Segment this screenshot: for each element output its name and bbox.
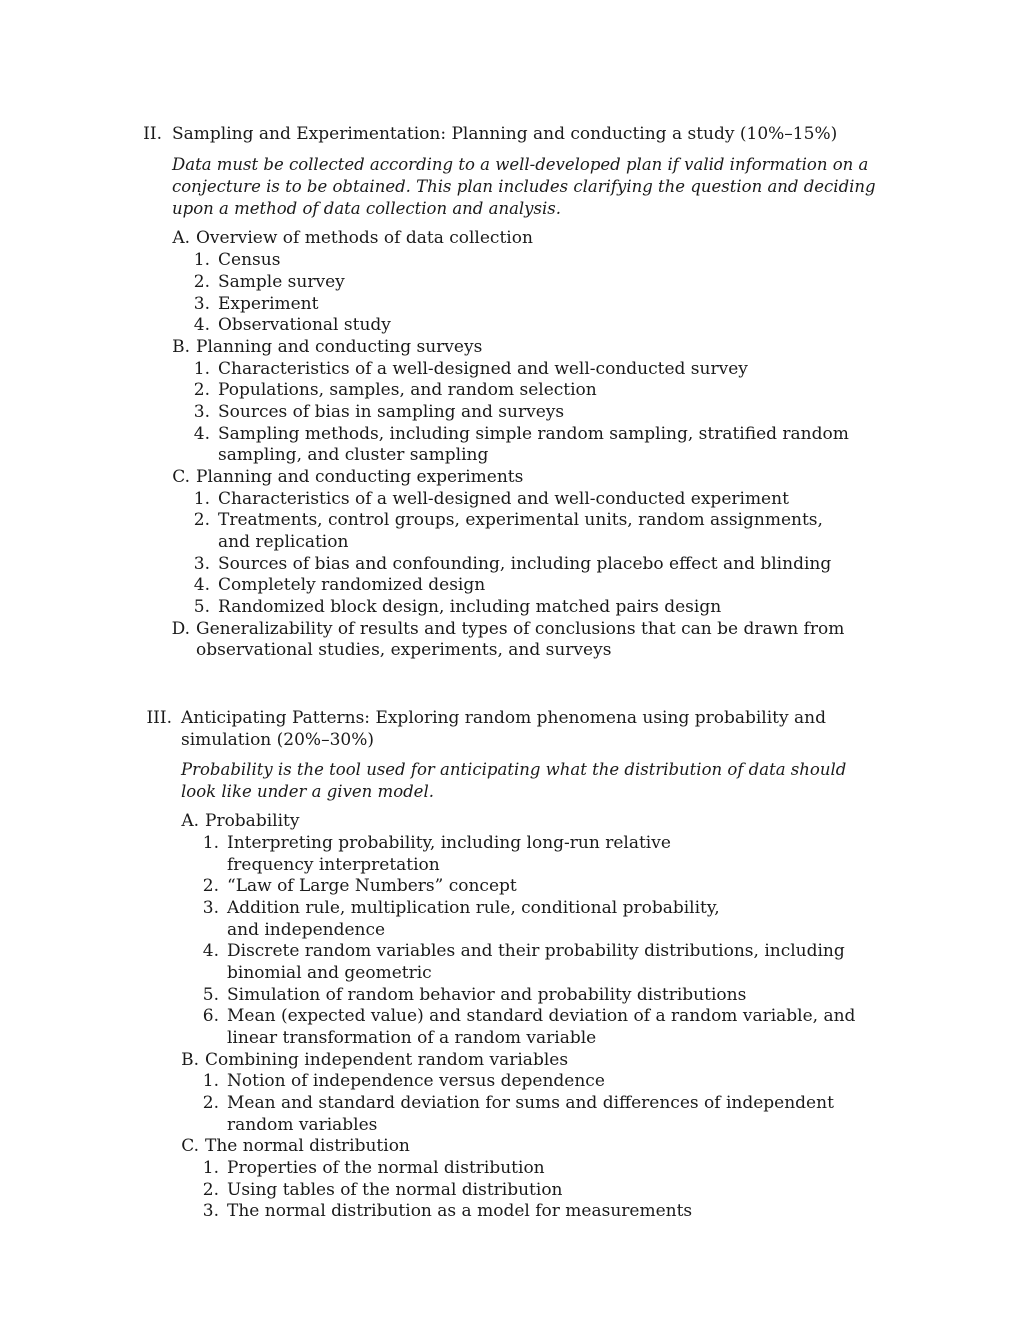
subsection-letter: A. [181,811,199,831]
item-number: 3. [193,554,210,574]
subsection-letter: A. [172,228,190,248]
item-text: Properties of the normal distribution [227,1158,545,1178]
subsection-title: Overview of methods of data collection [196,228,533,248]
section-title: Sampling and Experimentation: Planning and conducting a study (10%–15%) [172,124,838,144]
subsection-letter: C. [172,467,190,487]
item-text: Notion of independence versus dependence [227,1071,605,1091]
section-intro [181,759,846,803]
intro-line: upon a method of data collection and analysis. [172,199,561,218]
item-text: Experiment [218,294,319,314]
item-text: Sources of bias and confounding, including placebo effect and blinding [218,554,832,574]
item-number: 5. [193,597,210,617]
section-numeral: II. [143,124,162,144]
item-number: 2. [193,510,210,530]
item-text: The normal distribution as a model for measurements [227,1201,693,1221]
item-text: random variables [227,1115,378,1135]
item-number: 3. [202,898,219,918]
subsection-letter: D. [171,619,190,639]
item-number: 6. [202,1006,219,1026]
item-number: 5. [202,985,219,1005]
item-text: Sampling methods, including simple random sampling, stratified random [218,424,849,444]
intro-line: conjecture is to be obtained. This plan includes clarifying the question and deciding [172,177,876,196]
item-text: frequency interpretation [227,855,440,875]
item-text: Simulation of random behavior and probability distributions [227,985,747,1005]
item-number: 2. [193,272,210,292]
item-text: Characteristics of a well-designed and well-conducted survey [218,359,748,379]
item-text: Completely randomized design [218,575,486,595]
item-text: “Law of Large Numbers” concept [227,876,517,896]
item-number: 1. [202,1158,219,1178]
item-text: binomial and geometric [227,963,432,983]
item-text: linear transformation of a random variable [227,1028,597,1048]
item-text: Using tables of the normal distribution [227,1180,563,1200]
section-title: simulation (20%–30%) [181,730,374,750]
subsection-title: The normal distribution [205,1136,410,1156]
item-text: Randomized block design, including matched pairs design [218,597,722,617]
item-text: Sample survey [218,272,345,292]
subsection-title: Combining independent random variables [205,1050,569,1070]
item-number: 3. [193,402,210,422]
item-number: 2. [202,1180,219,1200]
subsection-title: Generalizability of results and types of conclusions that can be drawn from [196,619,845,639]
item-text: Mean and standard deviation for sums and differences of independent [227,1093,834,1113]
item-number: 4. [193,575,210,595]
subsection-letter: B. [172,337,190,357]
item-number: 4. [193,315,210,335]
item-number: 4. [193,424,210,444]
item-number: 2. [193,380,210,400]
section-numeral: III. [146,708,172,728]
item-number: 2. [202,876,219,896]
item-number: 1. [202,1071,219,1091]
item-text: and replication [218,532,349,552]
item-number: 4. [202,941,219,961]
subsection-letter: C. [181,1136,199,1156]
intro-line: look like under a given model. [181,782,434,801]
item-text: Treatments, control groups, experimental units, random assignments, [218,510,823,530]
item-number: 1. [193,250,210,270]
item-number: 1. [193,359,210,379]
item-text: sampling, and cluster sampling [218,445,489,465]
subsection-title: observational studies, experiments, and surveys [196,640,612,660]
item-text: Populations, samples, and random selection [218,380,597,400]
section-intro [172,154,876,220]
item-text: Observational study [218,315,391,335]
subsection-title: Probability [205,811,300,831]
item-text: Sources of bias in sampling and surveys [218,402,565,422]
item-number: 2. [202,1093,219,1113]
item-text: Discrete random variables and their probability distributions, including [227,941,845,961]
intro-line: Data must be collected according to a well-developed plan if valid information on a [172,155,869,174]
item-text: Addition rule, multiplication rule, conditional probability, [227,898,720,918]
item-number: 3. [202,1201,219,1221]
item-text: Characteristics of a well-designed and well-conducted experiment [218,489,789,509]
item-number: 3. [193,294,210,314]
item-text: Census [218,250,281,270]
intro-line: Probability is the tool used for anticipating what the distribution of data should [181,760,847,779]
item-number: 1. [193,489,210,509]
subsection-letter: B. [181,1050,199,1070]
section-title: Anticipating Patterns: Exploring random phenomena using probability and [181,708,826,728]
item-text: Mean (expected value) and standard deviation of a random variable, and [227,1006,856,1026]
item-text: and independence [227,920,386,940]
item-number: 1. [202,833,219,853]
subsection-title: Planning and conducting surveys [196,337,483,357]
subsection-title: Planning and conducting experiments [196,467,524,487]
item-text: Interpreting probability, including long-run relative [227,833,671,853]
